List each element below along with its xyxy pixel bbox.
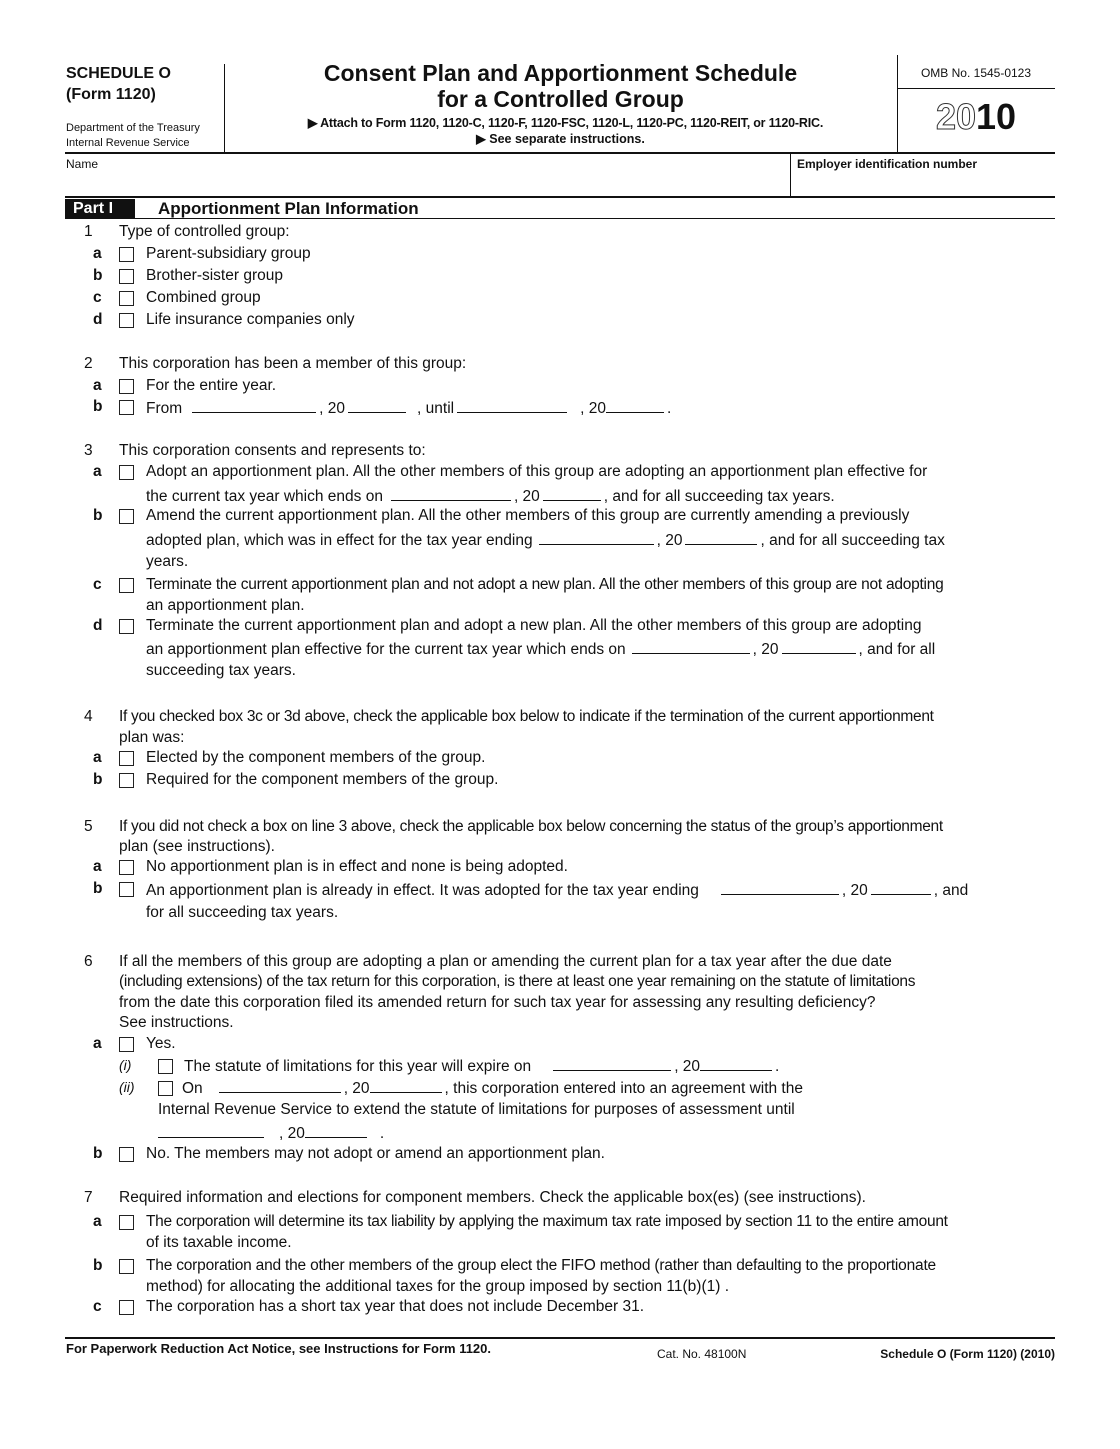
option-text: Terminate the current apportionment plan and not adopt a new plan. All the other members of this group are not adopting [146,576,944,593]
date-field[interactable] [219,1078,341,1093]
option-text: Elected by the component members of the group. [146,749,486,766]
option-text: succeeding tax years. [146,662,296,679]
option-text: Brother-sister group [146,267,283,284]
title-line-2: for a Controlled Group [437,86,684,112]
checkbox[interactable] [119,1259,134,1274]
question-text: This corporation has been a member of this group: [119,355,467,372]
paperwork-notice: For Paperwork Reduction Act Notice, see Instructions for Form 1120. [66,1341,492,1356]
checkbox[interactable] [158,1059,173,1074]
ein-field[interactable] [797,170,1053,196]
option-letter: c [93,576,102,593]
divider [790,153,791,197]
option-letter: d [93,617,103,634]
option-text: The corporation has a short tax year that does not include December 31. [146,1298,645,1315]
checkbox[interactable] [119,313,134,328]
option-text: Required for the component members of the group. [146,771,499,788]
schedule-label: SCHEDULE O [66,65,171,82]
part-title: Apportionment Plan Information [158,199,419,218]
option-text: years. [146,553,189,570]
option-text: , and [933,882,969,899]
option-text: an apportionment plan. [146,597,305,614]
year-outline: 20 [935,96,976,137]
see-instructions: ▶ See separate instructions. [476,132,645,146]
option-letter: d [93,311,103,328]
option-text: From [146,400,183,417]
option-text: the current tax year which ends on [146,488,383,505]
divider [65,1337,1055,1339]
option-letter: c [93,1298,102,1315]
divider [65,196,1055,198]
option-letter: a [93,749,102,766]
question-text: Type of controlled group: [119,223,290,240]
option-text: Parent-subsidiary group [146,245,311,262]
option-letter: b [93,1145,103,1162]
option-text: Adopt an apportionment plan. All the other members of this group are adopting an apportionment plan effective for [146,463,928,480]
checkbox[interactable] [119,860,134,875]
date-field[interactable] [158,1123,264,1138]
question-text: from the date this corporation filed its amended return for such tax year for assessing any resulting deficiency? [119,994,876,1011]
option-text: an apportionment plan effective for the current tax year which ends on [146,641,626,658]
option-text: , 20 [343,1080,370,1097]
option-text: , and for all [858,641,936,658]
option-letter: a [93,858,102,875]
checkbox[interactable] [119,882,134,897]
date-field[interactable] [632,639,750,654]
option-text: Life insurance companies only [146,311,355,328]
year-field[interactable] [700,1056,772,1071]
option-text: Yes. [146,1035,176,1052]
option-letter: b [93,267,103,284]
option-letter: a [93,245,102,262]
date-field[interactable] [721,880,839,895]
year-field[interactable] [305,1123,367,1138]
option-text: method) for allocating the additional taxes for the group imposed by section 11(b)(1) . [146,1278,730,1295]
ein-label: Employer identification number [797,157,978,171]
option-text: , 20 [841,882,868,899]
roman-numeral: (i) [119,1057,132,1073]
line-number: 1 [84,223,93,240]
option-text: Combined group [146,289,261,306]
question-text: This corporation consents and represents to: [119,442,426,459]
form-footer-id: Schedule O (Form 1120) (2010) [880,1347,1055,1361]
option-text: adopted plan, which was in effect for the tax year ending [146,532,533,549]
from-year-field[interactable] [348,398,406,413]
option-text: The corporation and the other members of the group elect the FIFO method (rather than defaulting to the proportionate [146,1257,936,1274]
option-text: The corporation will determine its tax liability by applying the maximum tax rate imposed by section 11 to the entire amount [146,1213,948,1230]
option-letter: a [93,463,102,480]
option-text: , and for all succeeding tax [760,532,945,549]
checkbox[interactable] [119,751,134,766]
checkbox[interactable] [119,619,134,634]
year-bold: 10 [976,96,1017,137]
checkbox[interactable] [119,1037,134,1052]
year-field[interactable] [871,880,931,895]
year-field[interactable] [543,486,601,501]
question-text: plan (see instructions). [119,838,275,855]
option-text: , 20 [580,400,606,417]
irs: Internal Revenue Service [66,137,190,149]
option-letter: c [93,289,102,306]
checkbox[interactable] [119,400,134,415]
form-title [224,60,897,112]
option-letter: a [93,1035,102,1052]
tax-year [897,96,1055,138]
attach-note: ▶ Attach to Form 1120, 1120-C, 1120-F, 1120-FSC, 1120-L, 1120-PC, 1120-REIT, or 1120-RIC. [307,116,824,130]
option-text: . [379,1125,385,1142]
option-text: The statute of limitations for this year will expire on [184,1058,532,1075]
checkbox[interactable] [158,1081,173,1096]
year-field[interactable] [782,639,856,654]
year-field[interactable] [370,1078,442,1093]
from-date-field[interactable] [192,398,316,413]
title-line-1: Consent Plan and Apportionment Schedule [323,60,798,86]
option-text: Amend the current apportionment plan. All the other members of this group are currently amending a previously [146,507,910,524]
line-number: 6 [84,953,93,970]
option-letter: b [93,880,103,897]
option-text: for all succeeding tax years. [146,904,339,921]
option-text: No. The members may not adopt or amend an apportionment plan. [146,1145,605,1162]
option-text: . [666,400,672,417]
option-text: Terminate the current apportionment plan and adopt a new plan. All the other members of this group are adopting [146,617,922,634]
question-text: Required information and elections for component members. Check the applicable box(es) (see instructions). [119,1189,866,1206]
date-field[interactable] [553,1056,671,1071]
omb-number: OMB No. 1545-0123 [920,66,1032,80]
checkbox[interactable] [119,1147,134,1162]
name-field[interactable] [66,170,788,196]
question-text: If you checked box 3c or 3d above, check the applicable box below to indicate if the termination of the current apportionment [119,708,934,725]
divider [65,218,1055,219]
question-text: See instructions. [119,1014,234,1031]
checkbox[interactable] [119,773,134,788]
option-text: , 20 [513,488,540,505]
option-text: On [182,1080,203,1097]
until-year-field[interactable] [606,398,664,413]
date-field[interactable] [539,530,654,545]
option-text: No apportionment plan is in effect and none is being adopted. [146,858,568,875]
line-number: 5 [84,818,93,835]
divider [897,88,1055,89]
question-text: If all the members of this group are adopting a plan or amending the current plan for a tax year after the due date [119,953,892,970]
checkbox[interactable] [119,1300,134,1315]
option-text: , 20 [752,641,779,658]
until-date-field[interactable] [457,398,567,413]
option-text: , 20 [319,400,346,417]
question-text: (including extensions) of the tax return for this corporation, is there at least one year remaining on the statute of limitations [119,973,916,990]
option-text: , 20 [279,1125,305,1142]
option-letter: a [93,1213,102,1230]
option-letter: b [93,398,103,415]
year-field[interactable] [685,530,757,545]
option-text: Internal Revenue Service to extend the statute of limitations for purposes of assessment until [158,1101,795,1118]
option-letter: b [93,771,103,788]
checkbox[interactable] [119,578,134,593]
option-text: , this corporation entered into an agreement with the [444,1080,803,1097]
option-text: An apportionment plan is already in effect. It was adopted for the tax year ending [146,882,699,899]
catalog-number: Cat. No. 48100N [657,1347,747,1361]
option-text: , 20 [656,532,683,549]
option-letter: b [93,507,103,524]
line-number: 3 [84,442,93,459]
date-field[interactable] [391,486,511,501]
option-letter: a [93,377,102,394]
checkbox[interactable] [119,465,134,480]
part-label: Part I [65,199,135,218]
checkbox[interactable] [119,509,134,524]
form-number: (Form 1120) [66,86,156,103]
checkbox[interactable] [119,291,134,306]
option-text: , 20 [674,1058,701,1075]
checkbox[interactable] [119,247,134,262]
department: Department of the Treasury [66,122,200,134]
name-label: Name [66,157,99,171]
roman-numeral: (ii) [119,1079,135,1095]
checkbox[interactable] [119,379,134,394]
line-number: 2 [84,355,93,372]
divider [65,152,1055,154]
line-number: 4 [84,708,93,725]
option-text: , and for all succeeding tax years. [603,488,835,505]
question-text: plan was: [119,729,185,746]
line-number: 7 [84,1189,93,1206]
option-letter: b [93,1257,103,1274]
option-text: . [775,1058,780,1075]
checkbox[interactable] [119,1215,134,1230]
checkbox[interactable] [119,269,134,284]
option-text: , until [417,400,455,417]
option-text: For the entire year. [146,377,277,394]
question-text: If you did not check a box on line 3 above, check the applicable box below concerning the status of the group’s apportionment [119,818,943,835]
option-text: of its taxable income. [146,1234,292,1251]
